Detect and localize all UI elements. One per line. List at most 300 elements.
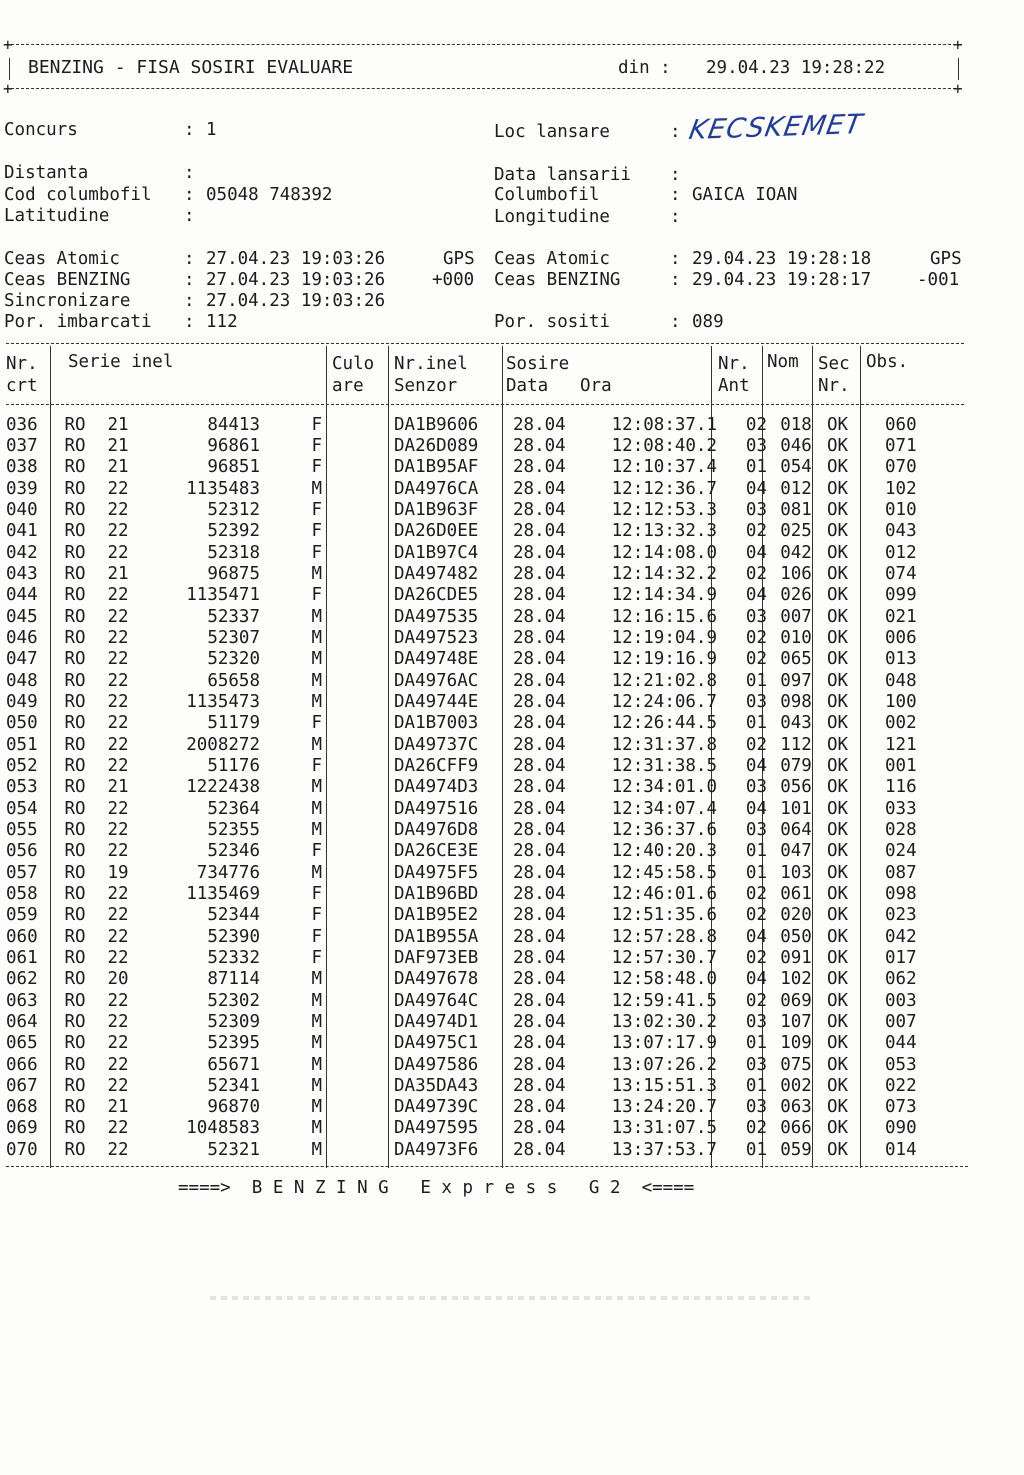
cell-color (326, 819, 390, 840)
cell-color (326, 670, 390, 691)
cell-sex: M (311, 777, 322, 798)
cell-nr-crt: 064 (6, 1011, 38, 1032)
table-row (0, 1054, 945, 1075)
cell-sec-nr: OK (827, 777, 849, 798)
cell-sensor: DA4975F5 (394, 862, 479, 883)
cell-ring-number: 52318 (207, 542, 260, 563)
header-right-border (958, 58, 959, 80)
cell-nr-ant: 04 (745, 542, 767, 563)
header-din-label: din : (618, 58, 671, 78)
cell-sex: M (311, 798, 322, 819)
table-row (0, 435, 945, 456)
cell-arrival-date: 28.04 (513, 990, 566, 1011)
clock-left-value-benzing: 27.04.23 19:03:26 (206, 270, 386, 290)
cell-nr-crt: 037 (6, 435, 38, 456)
cell-arrival-time: 13:37:53.7 (611, 1139, 717, 1160)
cell-sex: M (311, 1097, 322, 1118)
cell-nom: 091 (780, 947, 812, 968)
cell-obs: 013 (885, 649, 917, 670)
cell-nr-ant: 01 (745, 670, 767, 691)
cell-sex: M (311, 862, 322, 883)
cell-year: 22 (107, 1139, 129, 1160)
cell-nr-crt: 045 (6, 606, 38, 627)
cell-sensor: DA497678 (394, 969, 479, 990)
cell-color (326, 563, 390, 584)
cell-arrival-time: 12:59:41.5 (611, 990, 717, 1011)
cell-nr-ant: 02 (745, 990, 767, 1011)
cell-nr-ant: 02 (745, 883, 767, 904)
col-header-sec: Sec (818, 354, 850, 374)
cell-sensor: DA497516 (394, 798, 479, 819)
table-row (0, 969, 945, 990)
cell-year: 22 (107, 926, 129, 947)
cell-year: 22 (107, 883, 129, 904)
cell-obs: 121 (885, 734, 917, 755)
cell-arrival-date: 28.04 (513, 819, 566, 840)
cell-arrival-date: 28.04 (513, 862, 566, 883)
cell-sensor: DA4976CA (394, 478, 479, 499)
cell-sec-nr: OK (827, 1118, 849, 1139)
cell-country: RO (64, 1097, 86, 1118)
info-label-loc-lansare: Loc lansare (494, 122, 610, 142)
cell-ring-number: 1135471 (186, 585, 260, 606)
cell-sex: M (311, 649, 322, 670)
cell-arrival-date: 28.04 (513, 1011, 566, 1032)
cell-nom: 098 (780, 691, 812, 712)
cell-color (326, 435, 390, 456)
cell-sensor: DA1B96BD (394, 883, 479, 904)
col-header-crt: crt (6, 376, 38, 396)
cell-nom: 109 (780, 1033, 812, 1054)
cell-sex: F (311, 414, 322, 435)
table-row (0, 926, 945, 947)
cell-sensor: DA1B95AF (394, 457, 479, 478)
cell-year: 22 (107, 1118, 129, 1139)
cell-obs: 100 (885, 691, 917, 712)
cell-color (326, 499, 390, 520)
cell-color (326, 862, 390, 883)
cell-nr-ant: 02 (745, 1118, 767, 1139)
cell-arrival-time: 12:57:28.8 (611, 926, 717, 947)
cell-arrival-date: 28.04 (513, 478, 566, 499)
cell-year: 22 (107, 819, 129, 840)
cell-nr-ant: 03 (745, 606, 767, 627)
cell-nr-crt: 058 (6, 883, 38, 904)
cell-arrival-date: 28.04 (513, 691, 566, 712)
cell-color (326, 798, 390, 819)
cell-arrival-time: 12:57:30.7 (611, 947, 717, 968)
cell-year: 22 (107, 713, 129, 734)
cell-color (326, 841, 390, 862)
cell-sex: M (311, 1139, 322, 1160)
info-sep-cod: : (184, 185, 195, 205)
cell-sensor: DA4975C1 (394, 1033, 479, 1054)
cell-country: RO (64, 969, 86, 990)
cell-sec-nr: OK (827, 542, 849, 563)
cell-arrival-date: 28.04 (513, 947, 566, 968)
cell-arrival-time: 12:14:32.2 (611, 563, 717, 584)
cell-ring-number: 96870 (207, 1097, 260, 1118)
table-header-top-border (6, 343, 964, 344)
cell-arrival-time: 12:58:48.0 (611, 969, 717, 990)
cell-nr-crt: 063 (6, 990, 38, 1011)
cell-ring-number: 52332 (207, 947, 260, 968)
header-corner-tl: + (3, 35, 13, 54)
cell-sex: M (311, 670, 322, 691)
cell-arrival-date: 28.04 (513, 585, 566, 606)
cell-nr-crt: 070 (6, 1139, 38, 1160)
cell-sex: M (311, 990, 322, 1011)
cell-sec-nr: OK (827, 755, 849, 776)
cell-nr-ant: 02 (745, 905, 767, 926)
cell-nom: 097 (780, 670, 812, 691)
cell-color (326, 905, 390, 926)
cell-sex: F (311, 435, 322, 456)
cell-sec-nr: OK (827, 926, 849, 947)
table-row (0, 499, 945, 520)
cell-obs: 006 (885, 627, 917, 648)
cell-sec-nr: OK (827, 1011, 849, 1032)
cell-country: RO (64, 606, 86, 627)
cell-year: 22 (107, 1033, 129, 1054)
cell-arrival-time: 12:12:36.7 (611, 478, 717, 499)
cell-arrival-date: 28.04 (513, 563, 566, 584)
cell-nom: 061 (780, 883, 812, 904)
cell-country: RO (64, 521, 86, 542)
cell-arrival-time: 12:13:32.3 (611, 521, 717, 542)
cell-nr-crt: 043 (6, 563, 38, 584)
cell-year: 22 (107, 521, 129, 542)
cell-nr-crt: 057 (6, 862, 38, 883)
cell-nom: 107 (780, 1011, 812, 1032)
cell-ring-number: 87114 (207, 969, 260, 990)
cell-nr-crt: 067 (6, 1075, 38, 1096)
cell-ring-number: 52395 (207, 1033, 260, 1054)
cell-nom: 012 (780, 478, 812, 499)
cell-ring-number: 52341 (207, 1075, 260, 1096)
cell-color (326, 457, 390, 478)
arrivals-table (0, 414, 945, 1160)
cell-nr-crt: 055 (6, 819, 38, 840)
cell-year: 22 (107, 478, 129, 499)
cell-arrival-date: 28.04 (513, 969, 566, 990)
info-sep-longitudine: : (670, 207, 681, 227)
cell-sex: F (311, 841, 322, 862)
cell-arrival-time: 12:24:06.7 (611, 691, 717, 712)
table-row (0, 734, 945, 755)
cell-nr-ant: 02 (745, 947, 767, 968)
cell-nr-crt: 036 (6, 414, 38, 435)
col-header-secnr: Nr. (818, 376, 850, 396)
cell-nr-ant: 03 (745, 499, 767, 520)
cell-nom: 042 (780, 542, 812, 563)
cell-nr-ant: 03 (745, 691, 767, 712)
clock-left-value-sync: 27.04.23 19:03:26 (206, 291, 386, 311)
table-row (0, 521, 945, 542)
cell-nr-ant: 03 (745, 1011, 767, 1032)
clock-left-label-benzing: Ceas BENZING (4, 270, 131, 290)
col-header-ant: Ant (718, 376, 750, 396)
cell-country: RO (64, 563, 86, 584)
cell-color (326, 1033, 390, 1054)
cell-year: 21 (107, 777, 129, 798)
cell-sex: F (311, 755, 322, 776)
scan-smudge (210, 1296, 810, 1300)
clock-left-label-imbarcati: Por. imbarcati (4, 312, 152, 332)
cell-arrival-time: 13:31:07.5 (611, 1118, 717, 1139)
cell-nom: 043 (780, 713, 812, 734)
cell-obs: 042 (885, 926, 917, 947)
header-top-border (6, 44, 961, 45)
table-row (0, 1075, 945, 1096)
cell-sec-nr: OK (827, 691, 849, 712)
cell-nr-crt: 061 (6, 947, 38, 968)
cell-ring-number: 52309 (207, 1011, 260, 1032)
cell-arrival-date: 28.04 (513, 1097, 566, 1118)
handwritten-location: KECSKEMET (686, 109, 866, 146)
info-sep-latitudine: : (184, 206, 195, 226)
cell-year: 22 (107, 670, 129, 691)
cell-nr-ant: 03 (745, 435, 767, 456)
cell-sex: M (311, 1011, 322, 1032)
table-bottom-border (6, 1166, 968, 1167)
cell-color (326, 1139, 390, 1160)
cell-sec-nr: OK (827, 819, 849, 840)
cell-ring-number: 52392 (207, 521, 260, 542)
clock-left-sep-imbarcati: : (184, 312, 195, 332)
cell-arrival-time: 12:10:37.4 (611, 457, 717, 478)
cell-sensor: DA497586 (394, 1054, 479, 1075)
cell-arrival-time: 12:16:15.6 (611, 606, 717, 627)
cell-obs: 021 (885, 606, 917, 627)
cell-sensor: DA1B95E2 (394, 905, 479, 926)
cell-ring-number: 52364 (207, 798, 260, 819)
cell-year: 22 (107, 1075, 129, 1096)
cell-sex: F (311, 457, 322, 478)
cell-sex: M (311, 1033, 322, 1054)
table-row (0, 947, 945, 968)
cell-nr-ant: 01 (745, 841, 767, 862)
cell-nom: 018 (780, 414, 812, 435)
clock-left-label-sync: Sincronizare (4, 291, 131, 311)
cell-year: 22 (107, 755, 129, 776)
cell-nom: 056 (780, 777, 812, 798)
cell-arrival-date: 28.04 (513, 905, 566, 926)
cell-sec-nr: OK (827, 1075, 849, 1096)
cell-country: RO (64, 926, 86, 947)
table-row (0, 563, 945, 584)
cell-arrival-time: 13:07:17.9 (611, 1033, 717, 1054)
cell-ring-number: 96875 (207, 563, 260, 584)
cell-arrival-date: 28.04 (513, 499, 566, 520)
cell-color (326, 691, 390, 712)
cell-nr-crt: 046 (6, 627, 38, 648)
cell-sex: M (311, 819, 322, 840)
cell-arrival-time: 12:31:38.5 (611, 755, 717, 776)
cell-color (326, 713, 390, 734)
cell-sex: M (311, 1118, 322, 1139)
cell-sec-nr: OK (827, 457, 849, 478)
cell-nr-ant: 03 (745, 1097, 767, 1118)
cell-sex: M (311, 969, 322, 990)
table-row (0, 649, 945, 670)
cell-arrival-date: 28.04 (513, 713, 566, 734)
cell-country: RO (64, 862, 86, 883)
cell-arrival-time: 13:15:51.3 (611, 1075, 717, 1096)
cell-color (326, 521, 390, 542)
cell-country: RO (64, 798, 86, 819)
cell-nr-crt: 068 (6, 1097, 38, 1118)
col-header-nom: Nom (767, 352, 799, 372)
col-header-sosire: Sosire (506, 354, 570, 374)
info-label-columbofil: Columbofil (494, 185, 600, 205)
info-label-longitudine: Longitudine (494, 207, 610, 227)
cell-obs: 002 (885, 713, 917, 734)
cell-nom: 081 (780, 499, 812, 520)
cell-sex: M (311, 734, 322, 755)
cell-ring-number: 52307 (207, 627, 260, 648)
cell-obs: 007 (885, 1011, 917, 1032)
cell-arrival-time: 12:21:02.8 (611, 670, 717, 691)
cell-nr-crt: 038 (6, 457, 38, 478)
cell-nom: 101 (780, 798, 812, 819)
cell-arrival-date: 28.04 (513, 926, 566, 947)
cell-color (326, 1054, 390, 1075)
cell-sex: F (311, 713, 322, 734)
cell-arrival-date: 28.04 (513, 521, 566, 542)
cell-country: RO (64, 883, 86, 904)
cell-nr-ant: 01 (745, 457, 767, 478)
cell-nom: 025 (780, 521, 812, 542)
cell-country: RO (64, 585, 86, 606)
clock-right-value-sositi: 089 (692, 312, 724, 332)
header-din-value: 29.04.23 19:28:22 (706, 58, 886, 78)
cell-nr-crt: 051 (6, 734, 38, 755)
cell-sensor: DA4976AC (394, 670, 479, 691)
cell-obs: 010 (885, 499, 917, 520)
cell-nom: 069 (780, 990, 812, 1011)
cell-sex: M (311, 691, 322, 712)
clock-left-extra-benzing: +000 (432, 270, 475, 290)
table-row (0, 1097, 945, 1118)
cell-color (326, 478, 390, 499)
cell-sec-nr: OK (827, 521, 849, 542)
cell-sec-nr: OK (827, 1033, 849, 1054)
cell-ring-number: 52337 (207, 606, 260, 627)
clock-right-extra-benzing: -001 (917, 270, 960, 290)
cell-ring-number: 52302 (207, 990, 260, 1011)
cell-arrival-time: 12:08:37.1 (611, 414, 717, 435)
cell-nr-crt: 050 (6, 713, 38, 734)
cell-nr-crt: 054 (6, 798, 38, 819)
cell-country: RO (64, 841, 86, 862)
cell-sex: F (311, 905, 322, 926)
cell-obs: 001 (885, 755, 917, 776)
cell-ring-number: 1135473 (186, 691, 260, 712)
cell-nom: 010 (780, 627, 812, 648)
cell-arrival-date: 28.04 (513, 627, 566, 648)
cell-country: RO (64, 649, 86, 670)
cell-sex: F (311, 947, 322, 968)
table-row (0, 862, 945, 883)
cell-ring-number: 96851 (207, 457, 260, 478)
cell-sec-nr: OK (827, 627, 849, 648)
cell-arrival-time: 12:26:44.5 (611, 713, 717, 734)
cell-year: 22 (107, 734, 129, 755)
cell-year: 22 (107, 627, 129, 648)
cell-arrival-time: 12:34:01.0 (611, 777, 717, 798)
cell-sex: F (311, 585, 322, 606)
cell-nom: 075 (780, 1054, 812, 1075)
cell-ring-number: 84413 (207, 414, 260, 435)
table-row (0, 606, 945, 627)
cell-sec-nr: OK (827, 1139, 849, 1160)
cell-country: RO (64, 713, 86, 734)
cell-country: RO (64, 1011, 86, 1032)
cell-nom: 065 (780, 649, 812, 670)
cell-sec-nr: OK (827, 734, 849, 755)
cell-country: RO (64, 499, 86, 520)
cell-sec-nr: OK (827, 499, 849, 520)
cell-sec-nr: OK (827, 990, 849, 1011)
cell-obs: 033 (885, 798, 917, 819)
col-header-serie: Serie inel (68, 352, 174, 372)
cell-nr-crt: 048 (6, 670, 38, 691)
clock-right-extra-atomic: GPS (930, 249, 962, 269)
cell-year: 21 (107, 563, 129, 584)
cell-year: 22 (107, 585, 129, 606)
table-row (0, 478, 945, 499)
cell-ring-number: 52321 (207, 1139, 260, 1160)
cell-color (326, 990, 390, 1011)
cell-color (326, 542, 390, 563)
info-sep-distanta: : (184, 163, 195, 183)
cell-obs: 071 (885, 435, 917, 456)
cell-ring-number: 52355 (207, 819, 260, 840)
cell-nr-ant: 04 (745, 798, 767, 819)
cell-arrival-time: 12:19:16.9 (611, 649, 717, 670)
cell-arrival-date: 28.04 (513, 734, 566, 755)
cell-arrival-time: 12:45:58.5 (611, 862, 717, 883)
cell-nr-crt: 052 (6, 755, 38, 776)
cell-ring-number: 96861 (207, 435, 260, 456)
cell-nr-ant: 02 (745, 734, 767, 755)
cell-sec-nr: OK (827, 649, 849, 670)
cell-sec-nr: OK (827, 713, 849, 734)
cell-obs: 074 (885, 563, 917, 584)
header-left-border (9, 58, 10, 80)
clock-left-extra-atomic: GPS (443, 249, 475, 269)
cell-arrival-time: 12:19:04.9 (611, 627, 717, 648)
cell-sex: M (311, 606, 322, 627)
header-corner-tr: + (953, 35, 963, 54)
cell-obs: 102 (885, 478, 917, 499)
cell-ring-number: 51179 (207, 713, 260, 734)
cell-sensor: DA26D0EE (394, 521, 479, 542)
cell-sec-nr: OK (827, 862, 849, 883)
cell-color (326, 414, 390, 435)
cell-sensor: DA1B97C4 (394, 542, 479, 563)
cell-country: RO (64, 905, 86, 926)
cell-arrival-time: 12:12:53.3 (611, 499, 717, 520)
cell-obs: 043 (885, 521, 917, 542)
cell-obs: 062 (885, 969, 917, 990)
table-row (0, 1118, 945, 1139)
cell-ring-number: 52390 (207, 926, 260, 947)
cell-arrival-time: 12:14:34.9 (611, 585, 717, 606)
cell-sec-nr: OK (827, 670, 849, 691)
info-label-data-lansarii: Data lansarii (494, 165, 631, 185)
